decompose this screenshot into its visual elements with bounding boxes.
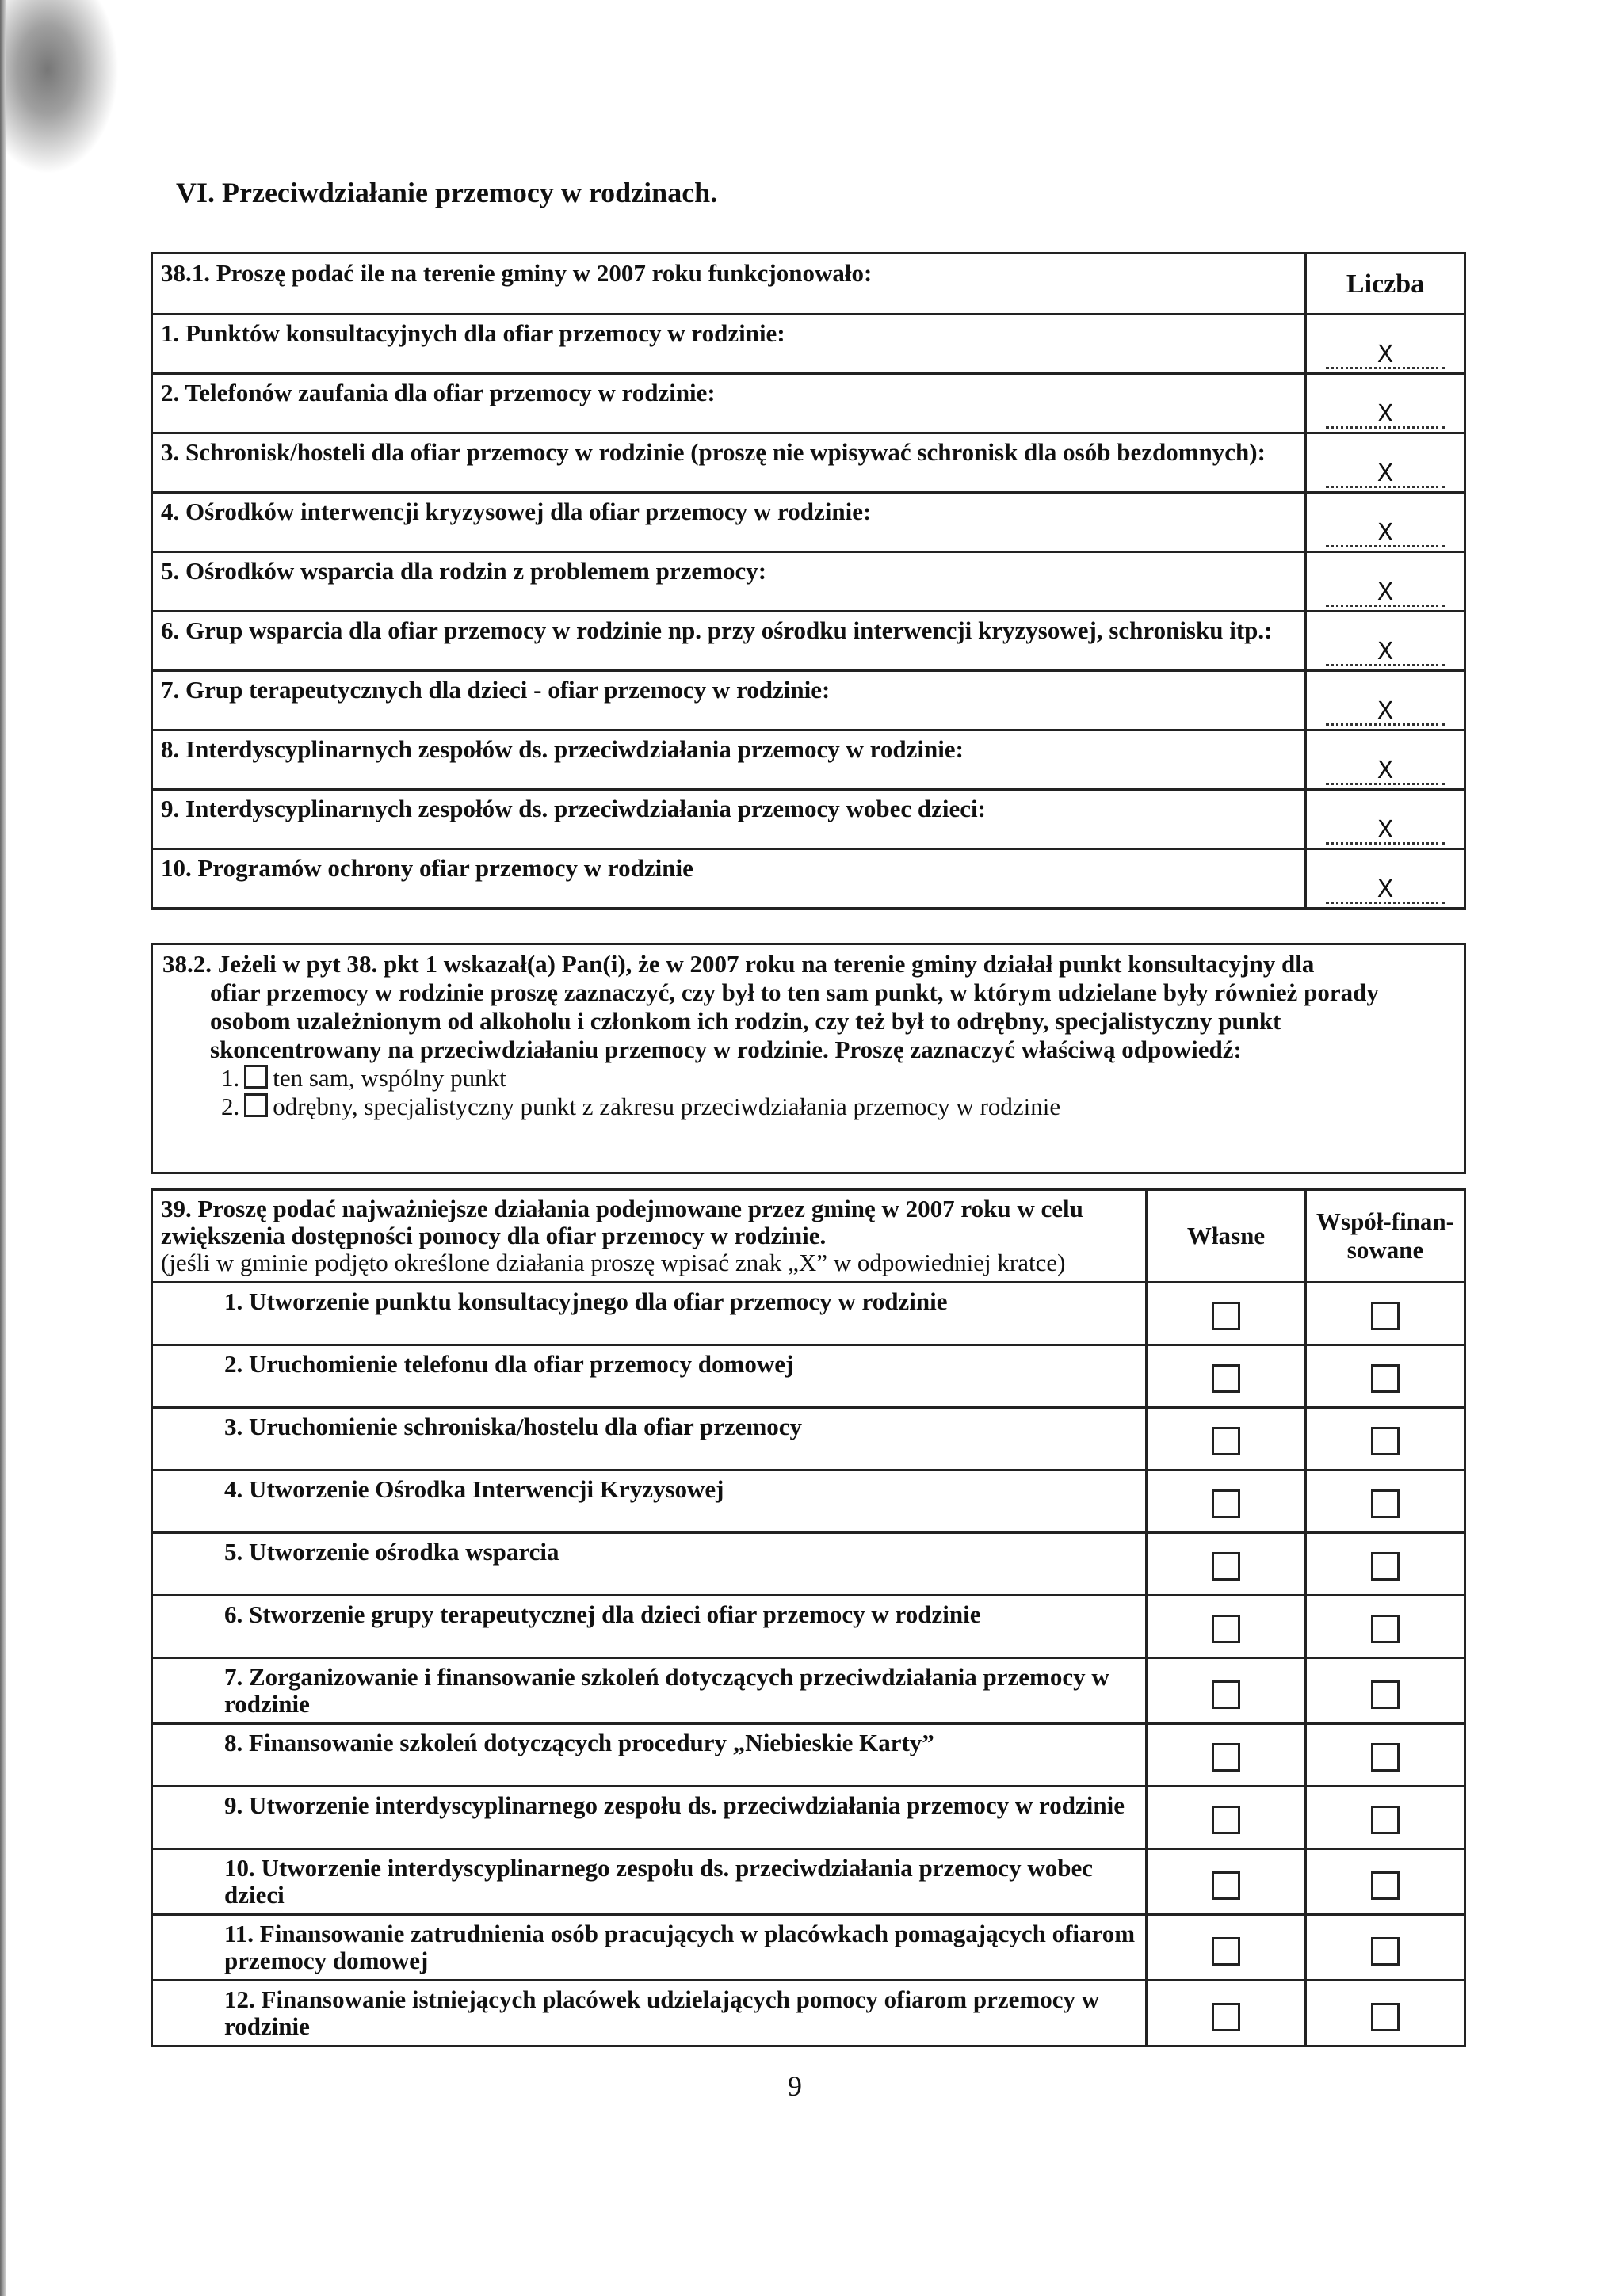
- count-field[interactable]: [1306, 849, 1465, 909]
- row-label: 10. Programów ochrony ofiar przemocy w rodzinie: [152, 849, 1306, 909]
- checkbox-own[interactable]: [1212, 1364, 1240, 1393]
- option-2[interactable]: 2. odrębny, specjalistyczny punkt z zakresu przeciwdziałania przemocy w rodzinie: [221, 1093, 1061, 1120]
- row-label: 7. Grup terapeutycznych dla dzieci - ofiar przemocy w rodzinie:: [152, 671, 1306, 730]
- table-row: [152, 315, 1465, 374]
- scan-artifact: [0, 0, 119, 174]
- cell-own: [1147, 1470, 1306, 1533]
- question-39-header: [152, 1190, 1147, 1283]
- checkbox-own[interactable]: [1212, 1743, 1240, 1772]
- checkbox-cofinanced[interactable]: [1371, 1302, 1400, 1330]
- checkbox-cofinanced[interactable]: [1371, 1806, 1400, 1834]
- count-field[interactable]: [1306, 612, 1465, 671]
- column-header-liczba: Liczba: [1306, 254, 1465, 315]
- cell-own: [1147, 1915, 1306, 1981]
- table-header-row: [152, 1190, 1465, 1283]
- checkbox-own[interactable]: [1212, 1302, 1240, 1330]
- table-row: [152, 612, 1465, 671]
- action-label: 9. Utworzenie interdyscyplinarnego zespołu ds. przeciwdziałania przemocy w rodzinie: [152, 1787, 1147, 1849]
- count-value: X: [1326, 402, 1445, 429]
- checkbox-own[interactable]: [1212, 1680, 1240, 1709]
- cell-own: [1147, 1787, 1306, 1849]
- count-field[interactable]: [1306, 374, 1465, 433]
- action-label: 3. Uruchomienie schroniska/hostelu dla ofiar przemocy: [152, 1408, 1147, 1470]
- count-field[interactable]: [1306, 552, 1465, 612]
- count-value: X: [1326, 462, 1445, 488]
- cell-cofinanced: [1306, 1724, 1465, 1787]
- cell-own: [1147, 1981, 1306, 2046]
- checkbox-own[interactable]: [1212, 2003, 1240, 2031]
- question-39-text: 39. Proszę podać najważniejsze działania podejmowane przez gminę w 2007 roku w celu zwiększenia dostępności pomocy dla ofiar przemocy w rodzinie.: [161, 1195, 1083, 1249]
- action-label: 1. Utworzenie punktu konsultacyjnego dla ofiar przemocy w rodzinie: [152, 1283, 1147, 1345]
- question-38-2-box: [151, 943, 1466, 1174]
- action-label: 7. Zorganizowanie i finansowanie szkoleń dotyczących przeciwdziałania przemocy w rodzinie: [152, 1658, 1147, 1724]
- table-row: [152, 374, 1465, 433]
- table-row: [152, 1787, 1465, 1849]
- checkbox-cofinanced[interactable]: [1371, 1364, 1400, 1393]
- question-39-table: [151, 1188, 1466, 2047]
- row-label: 8. Interdyscyplinarnych zespołów ds. przeciwdziałania przemocy w rodzinie:: [152, 730, 1306, 790]
- cell-own: [1147, 1596, 1306, 1658]
- table-row: [152, 790, 1465, 849]
- checkbox-own[interactable]: [1212, 1937, 1240, 1966]
- cell-cofinanced: [1306, 1981, 1465, 2046]
- table-row: [152, 1345, 1465, 1408]
- question-38-1-table: [151, 252, 1466, 910]
- page-number: 9: [788, 2070, 802, 2102]
- count-value: X: [1326, 640, 1445, 666]
- count-value: X: [1326, 818, 1445, 845]
- checkbox-cofinanced[interactable]: [1371, 2003, 1400, 2031]
- checkbox-cofinanced[interactable]: [1371, 1427, 1400, 1455]
- row-label: 3. Schronisk/hosteli dla ofiar przemocy w rodzinie (proszę nie wpisywać schronisk dla osób bezdomnych):: [152, 433, 1306, 493]
- section-title: VI. Przeciwdziałanie przemocy w rodzinach.: [176, 177, 718, 208]
- question-39-note: (jeśli w gminie podjęto określone działania proszę wpisać znak „X” w odpowiedniej kratce): [161, 1249, 1066, 1276]
- table-row: [152, 1981, 1465, 2046]
- count-value: X: [1326, 878, 1445, 904]
- cell-own: [1147, 1533, 1306, 1596]
- table-row: [152, 849, 1465, 909]
- row-label: 2. Telefonów zaufania dla ofiar przemocy w rodzinie:: [152, 374, 1306, 433]
- question-38-2-text-rest: ofiar przemocy w rodzinie proszę zaznaczyć, czy był to ten sam punkt, w którym udzielane były również porady osobom uzależnionym od alkoholu i członkom ich rodzin, czy też był to odrębny, specjalistyczny punkt skoncentrowany na przeciwdziałaniu przemocy w rodzinie. Proszę zaznaczyć właściwą odpowiedź:: [210, 978, 1379, 1063]
- checkbox-cofinanced[interactable]: [1371, 1489, 1400, 1518]
- table-row: [152, 730, 1465, 790]
- table-row: [152, 1596, 1465, 1658]
- action-label: 8. Finansowanie szkoleń dotyczących procedury „Niebieskie Karty”: [152, 1724, 1147, 1787]
- count-value: X: [1326, 759, 1445, 785]
- row-label: 9. Interdyscyplinarnych zespołów ds. przeciwdziałania przemocy wobec dzieci:: [152, 790, 1306, 849]
- row-label: 6. Grup wsparcia dla ofiar przemocy w rodzinie np. przy ośrodku interwencji kryzysowej, schronisku itp.:: [152, 612, 1306, 671]
- cell-own: [1147, 1658, 1306, 1724]
- cell-cofinanced: [1306, 1408, 1465, 1470]
- table-row: [152, 1658, 1465, 1724]
- cell-cofinanced: [1306, 1470, 1465, 1533]
- table-row: [152, 552, 1465, 612]
- table-row: [152, 671, 1465, 730]
- table-row: [152, 1408, 1465, 1470]
- cell-own: [1147, 1408, 1306, 1470]
- checkbox-cofinanced[interactable]: [1371, 1552, 1400, 1581]
- table-row: [152, 1915, 1465, 1981]
- cell-cofinanced: [1306, 1533, 1465, 1596]
- checkbox-cofinanced[interactable]: [1371, 1615, 1400, 1643]
- cell-cofinanced: [1306, 1283, 1465, 1345]
- checkbox-own[interactable]: [1212, 1871, 1240, 1900]
- action-label: 4. Utworzenie Ośrodka Interwencji Kryzysowej: [152, 1470, 1147, 1533]
- checkbox-option-2[interactable]: [244, 1093, 268, 1117]
- scan-edge: [0, 0, 6, 2296]
- cell-cofinanced: [1306, 1596, 1465, 1658]
- action-label: 12. Finansowanie istniejących placówek udzielających pomocy ofiarom przemocy w rodzinie: [152, 1981, 1147, 2046]
- action-label: 11. Finansowanie zatrudnienia osób pracujących w placówkach pomagających ofiarom przemocy domowej: [152, 1915, 1147, 1981]
- table-row: [152, 1470, 1465, 1533]
- option-1[interactable]: 1. ten sam, wspólny punkt: [221, 1064, 506, 1092]
- cell-own: [1147, 1345, 1306, 1408]
- count-value: X: [1326, 521, 1445, 547]
- cell-cofinanced: [1306, 1658, 1465, 1724]
- checkbox-cofinanced[interactable]: [1371, 1680, 1400, 1709]
- count-value: X: [1326, 581, 1445, 607]
- cell-cofinanced: [1306, 1915, 1465, 1981]
- count-field[interactable]: [1306, 315, 1465, 374]
- cell-own: [1147, 1283, 1306, 1345]
- cell-cofinanced: [1306, 1787, 1465, 1849]
- action-label: 10. Utworzenie interdyscyplinarnego zespołu ds. przeciwdziałania przemocy wobec dzieci: [152, 1849, 1147, 1915]
- count-field[interactable]: [1306, 730, 1465, 790]
- action-label: 5. Utworzenie ośrodka wsparcia: [152, 1533, 1147, 1596]
- count-field[interactable]: [1306, 433, 1465, 493]
- row-label: 1. Punktów konsultacyjnych dla ofiar przemocy w rodzinie:: [152, 315, 1306, 374]
- table-row: [152, 1533, 1465, 1596]
- table-row: [152, 1724, 1465, 1787]
- cell-cofinanced: [1306, 1345, 1465, 1408]
- row-label: 5. Ośrodków wsparcia dla rodzin z problemem przemocy:: [152, 552, 1306, 612]
- table-row: [152, 433, 1465, 493]
- column-header-own: Własne: [1147, 1190, 1306, 1283]
- action-label: 6. Stworzenie grupy terapeutycznej dla dzieci ofiar przemocy w rodzinie: [152, 1596, 1147, 1658]
- checkbox-option-1[interactable]: [244, 1065, 268, 1089]
- count-field[interactable]: [1306, 671, 1465, 730]
- table-row: [152, 493, 1465, 552]
- question-38-2-text-line1: 38.2. Jeżeli w pyt 38. pkt 1 wskazał(a) Pan(i), że w 2007 roku na terenie gminy działał punkt konsultacyjny dla: [162, 950, 1315, 978]
- checkbox-cofinanced[interactable]: [1371, 1871, 1400, 1900]
- count-field[interactable]: [1306, 790, 1465, 849]
- row-label: 4. Ośrodków interwencji kryzysowej dla ofiar przemocy w rodzinie:: [152, 493, 1306, 552]
- count-value: X: [1326, 343, 1445, 369]
- checkbox-own[interactable]: [1212, 1806, 1240, 1834]
- cell-cofinanced: [1306, 1849, 1465, 1915]
- question-38-1-text: 38.1. Proszę podać ile na terenie gminy w 2007 roku funkcjonowało:: [152, 254, 1306, 315]
- checkbox-own[interactable]: [1212, 1615, 1240, 1643]
- checkbox-own[interactable]: [1212, 1489, 1240, 1518]
- checkbox-cofinanced[interactable]: [1371, 1937, 1400, 1966]
- cell-own: [1147, 1849, 1306, 1915]
- checkbox-cofinanced[interactable]: [1371, 1743, 1400, 1772]
- checkbox-own[interactable]: [1212, 1552, 1240, 1581]
- cell-own: [1147, 1724, 1306, 1787]
- table-row: [152, 1849, 1465, 1915]
- checkbox-own[interactable]: [1212, 1427, 1240, 1455]
- table-header-row: [152, 254, 1465, 315]
- count-value: X: [1326, 700, 1445, 726]
- action-label: 2. Uruchomienie telefonu dla ofiar przemocy domowej: [152, 1345, 1147, 1408]
- count-field[interactable]: [1306, 493, 1465, 552]
- table-row: [152, 1283, 1465, 1345]
- column-header-cofinanced: Współ-finan-sowane: [1306, 1190, 1465, 1283]
